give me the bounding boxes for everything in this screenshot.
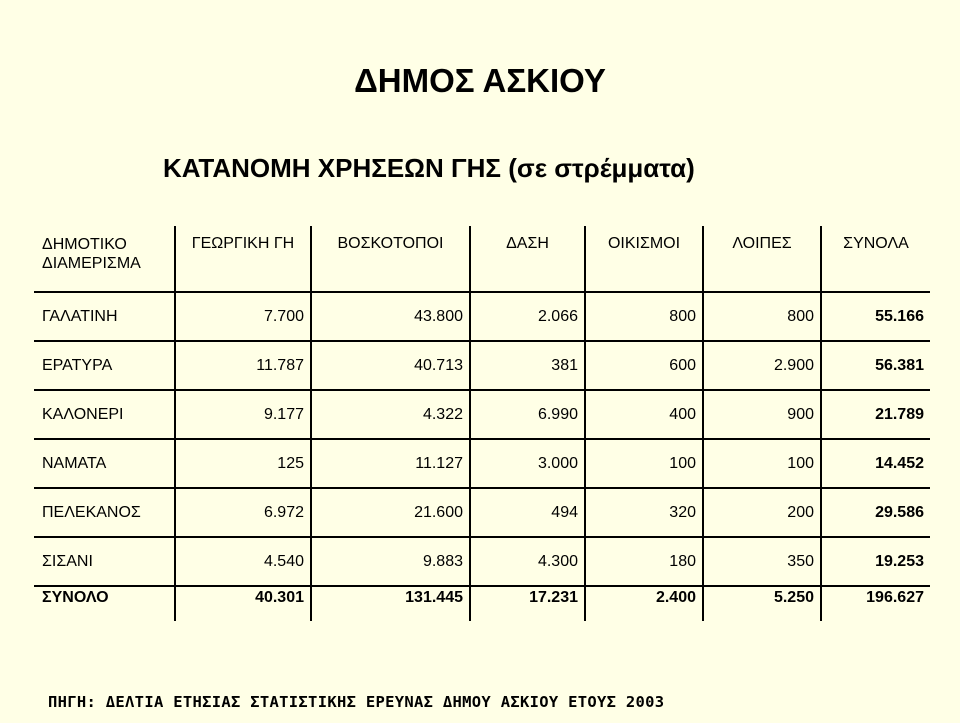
table-body (34, 292, 930, 586)
header-cell-pastures: ΒΟΣΚΟΤΟΠΟΙ (311, 226, 470, 292)
table-row (34, 537, 930, 586)
district-name-cell: ΚΑΛΟΝΕΡΙ (34, 390, 175, 439)
table-row (34, 292, 930, 341)
row-total-cell: 14.452 (821, 439, 930, 488)
total-value-cell: 131.445 (311, 586, 470, 621)
value-cell: 350 (703, 537, 821, 586)
value-cell: 40.713 (311, 341, 470, 390)
total-row (34, 586, 930, 621)
row-total-cell: 21.789 (821, 390, 930, 439)
row-total-cell: 55.166 (821, 292, 930, 341)
value-cell: 200 (703, 488, 821, 537)
source-note: ΠΗΓΗ: ΔΕΛΤΙΑ ΕΤΗΣΙΑΣ ΣΤΑΤΙΣΤΙΚΗΣ ΕΡΕΥΝΑΣ ΔΗΜΟΥ ΑΣΚΙΟΥ ΕΤΟΥΣ 2003 (48, 693, 665, 711)
row-total-cell: 56.381 (821, 341, 930, 390)
total-label-cell: ΣΥΝΟΛΟ (42, 589, 109, 606)
total-value-cell: 17.231 (470, 586, 585, 621)
grand-total-cell: 196.627 (821, 586, 930, 621)
district-name-cell: ΝΑΜΑΤΑ (34, 439, 175, 488)
row-total-cell: 29.586 (821, 488, 930, 537)
value-cell: 3.000 (470, 439, 585, 488)
value-cell: 11.787 (175, 341, 311, 390)
header-cell-other: ΛΟΙΠΕΣ (703, 226, 821, 292)
total-value-cell: 5.250 (703, 586, 821, 621)
value-cell: 800 (703, 292, 821, 341)
header-cell-district: ΔΗΜΟΤΙΚΟ ΔΙΑΜΕΡΙΣΜΑ (34, 226, 175, 292)
value-cell: 7.700 (175, 292, 311, 341)
value-cell: 43.800 (311, 292, 470, 341)
row-total-cell: 19.253 (821, 537, 930, 586)
value-cell: 100 (585, 439, 703, 488)
value-cell: 6.972 (175, 488, 311, 537)
header-cell-settlements: ΟΙΚΙΣΜΟΙ (585, 226, 703, 292)
value-cell: 2.900 (703, 341, 821, 390)
value-cell: 800 (585, 292, 703, 341)
value-cell: 9.883 (311, 537, 470, 586)
value-cell: 381 (470, 341, 585, 390)
land-use-table (34, 226, 930, 621)
value-cell: 100 (703, 439, 821, 488)
table-footer (34, 586, 930, 621)
value-cell: 400 (585, 390, 703, 439)
district-name-cell: ΓΑΛΑΤΙΝΗ (34, 292, 175, 341)
value-cell: 494 (470, 488, 585, 537)
table-header (34, 226, 930, 292)
value-cell: 4.300 (470, 537, 585, 586)
total-value-cell: 2.400 (585, 586, 703, 621)
value-cell: 9.177 (175, 390, 311, 439)
value-cell: 4.540 (175, 537, 311, 586)
header-cell-forests: ΔΑΣΗ (470, 226, 585, 292)
value-cell: 180 (585, 537, 703, 586)
table-subtitle: ΚΑΤΑΝΟΜΗ ΧΡΗΣΕΩΝ ΓΗΣ (σε στρέμματα) (163, 153, 695, 183)
page-title: ΔΗΜΟΣ ΑΣΚΙΟΥ (354, 62, 606, 99)
table-row (34, 341, 930, 390)
value-cell: 2.066 (470, 292, 585, 341)
value-cell: 11.127 (311, 439, 470, 488)
header-cell-totals: ΣΥΝΟΛΑ (821, 226, 930, 292)
total-value-cell: 40.301 (175, 586, 311, 621)
header-cell-agricultural: ΓΕΩΡΓΙΚΗ ΓΗ (175, 226, 311, 292)
value-cell: 125 (175, 439, 311, 488)
district-name-cell: ΠΕΛΕΚΑΝΟΣ (34, 488, 175, 537)
district-name-cell: ΣΙΣΑΝΙ (34, 537, 175, 586)
value-cell: 6.990 (470, 390, 585, 439)
value-cell: 600 (585, 341, 703, 390)
value-cell: 21.600 (311, 488, 470, 537)
table-row (34, 439, 930, 488)
value-cell: 4.322 (311, 390, 470, 439)
table-row (34, 488, 930, 537)
district-name-cell: ΕΡΑΤΥΡΑ (34, 341, 175, 390)
table-row (34, 390, 930, 439)
value-cell: 320 (585, 488, 703, 537)
header-row (34, 226, 930, 292)
value-cell: 900 (703, 390, 821, 439)
